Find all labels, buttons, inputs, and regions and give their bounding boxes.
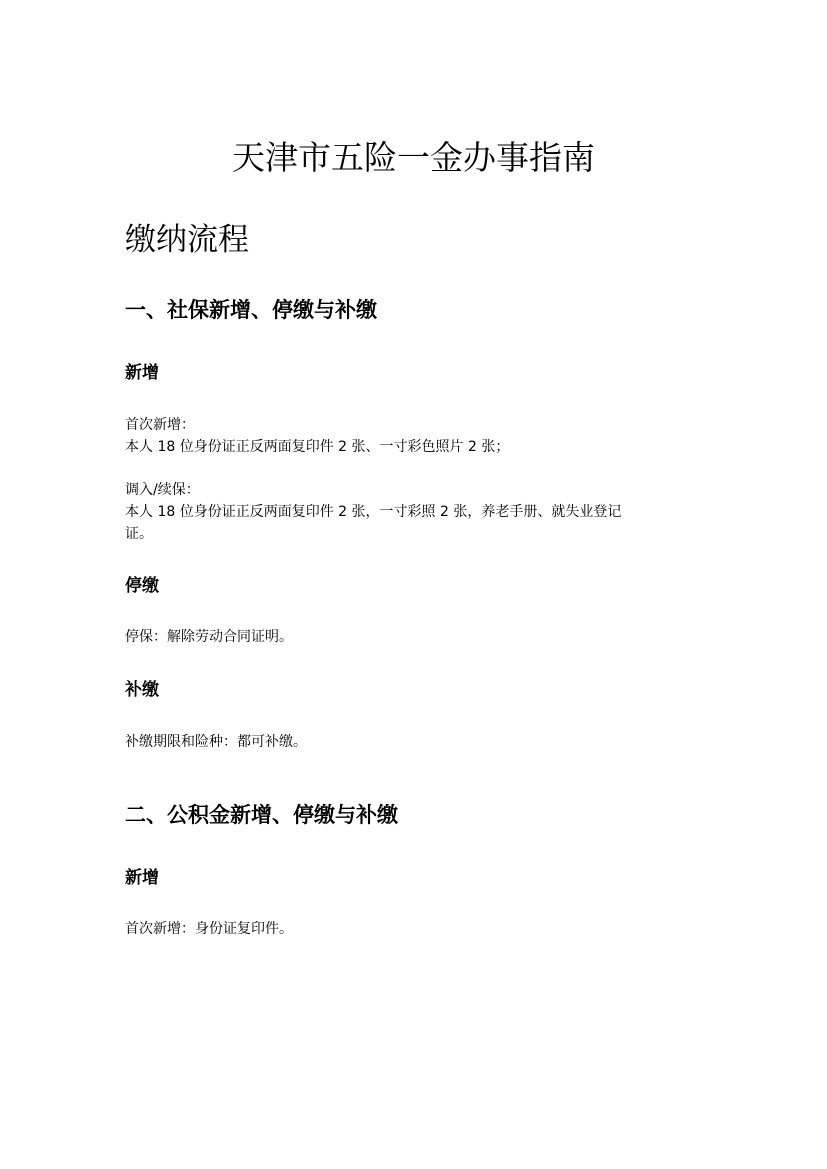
section1-stop-heading: 停缴 [125,576,159,596]
first-new-text: 本人 18 位身份证正反两面复印件 2 张、一寸彩色照片 2 张； [125,439,510,455]
document-title: 天津市五险一金办事指南 [232,138,595,177]
transfer-text-line1: 本人 18 位身份证正反两面复印件 2 张，一寸彩照 2 张，养老手册、就失业登记 [125,504,622,520]
section1-supplement-heading: 补缴 [125,680,159,700]
section2-heading: 二、公积金新增、停缴与补缴 [125,803,398,827]
housing-fund-new-text: 首次新增：身份证复印件。 [125,921,293,937]
first-new-label: 首次新增： [125,417,195,433]
stop-text: 停保：解除劳动合同证明。 [125,629,293,645]
supplement-text: 补缴期限和险种：都可补缴。 [125,734,307,750]
section1-new-heading: 新增 [125,363,159,383]
transfer-label: 调入/续保： [125,482,200,498]
section1-heading: 一、社保新增、停缴与补缴 [125,298,377,322]
transfer-text-line2: 证。 [125,526,153,542]
section-heading-payment-process: 缴纳流程 [125,222,249,258]
section2-new-heading: 新增 [125,868,159,888]
